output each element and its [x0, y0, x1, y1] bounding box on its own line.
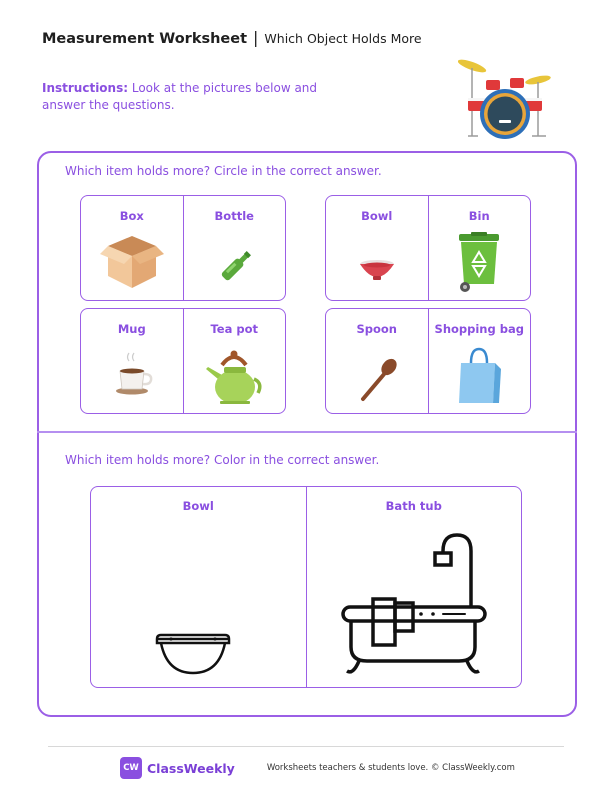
- footer-tagline: Worksheets teachers & students love. © ClassWeekly.com: [266, 763, 515, 773]
- option-box[interactable]: [81, 196, 183, 300]
- option-label: Bowl: [182, 499, 214, 513]
- shopping-bag-icon: [447, 345, 511, 409]
- option-bowl-outline[interactable]: [91, 487, 306, 687]
- option-bottle[interactable]: [183, 196, 286, 300]
- option-bathtub-outline[interactable]: [306, 487, 522, 687]
- instructions-label: Instructions:: [42, 81, 129, 95]
- answer-pair-bowl-bin: [325, 195, 531, 301]
- brand-name: ClassWeekly: [147, 760, 235, 776]
- question-circle: Which item holds more? Circle in the correct answer.: [65, 164, 382, 178]
- color-answer-pair: [90, 486, 522, 688]
- option-label: Spoon: [356, 322, 397, 336]
- worksheet-subtitle: Which Object Holds More: [264, 31, 422, 46]
- bathtub-outline-icon: [339, 531, 489, 681]
- option-bin[interactable]: [428, 196, 531, 300]
- spoon-icon: [345, 345, 409, 409]
- option-label: Shopping bag: [434, 322, 524, 336]
- option-spoon[interactable]: [326, 309, 428, 413]
- instructions: [42, 80, 342, 114]
- instructions-text: Look at the pictures below and answer the questions.: [42, 81, 318, 112]
- bottle-icon: [202, 232, 266, 296]
- option-label: Mug: [117, 322, 146, 336]
- option-label: Bath tub: [385, 499, 442, 513]
- option-bowl[interactable]: [326, 196, 428, 300]
- option-teapot[interactable]: [183, 309, 286, 413]
- worksheet-title: Measurement Worksheet: [42, 31, 248, 47]
- footer-divider: [48, 746, 564, 747]
- option-label: Bottle: [214, 209, 254, 223]
- teapot-icon: [202, 345, 266, 409]
- question-color: Which item holds more? Color in the correct answer.: [65, 453, 380, 467]
- option-shopping-bag[interactable]: [428, 309, 531, 413]
- option-label: Tea pot: [210, 322, 258, 336]
- recycle-bin-icon: [447, 232, 511, 296]
- drum-kit-icon: [458, 56, 552, 142]
- classweekly-logo: CW: [120, 757, 142, 779]
- answer-pair-box-bottle: [80, 195, 286, 301]
- bowl-icon: [345, 232, 409, 296]
- option-label: Bin: [468, 209, 490, 223]
- title-separator: |: [253, 28, 259, 47]
- footer: [120, 757, 515, 779]
- mug-icon: [100, 345, 164, 409]
- section-divider: [37, 431, 577, 433]
- option-mug[interactable]: [81, 309, 183, 413]
- bowl-outline-icon: [153, 633, 233, 683]
- option-label: Bowl: [361, 209, 393, 223]
- answer-pair-mug-teapot: [80, 308, 286, 414]
- answer-pair-spoon-bag: [325, 308, 531, 414]
- option-label: Box: [119, 209, 144, 223]
- worksheet-header: [42, 28, 422, 48]
- box-icon: [100, 232, 164, 296]
